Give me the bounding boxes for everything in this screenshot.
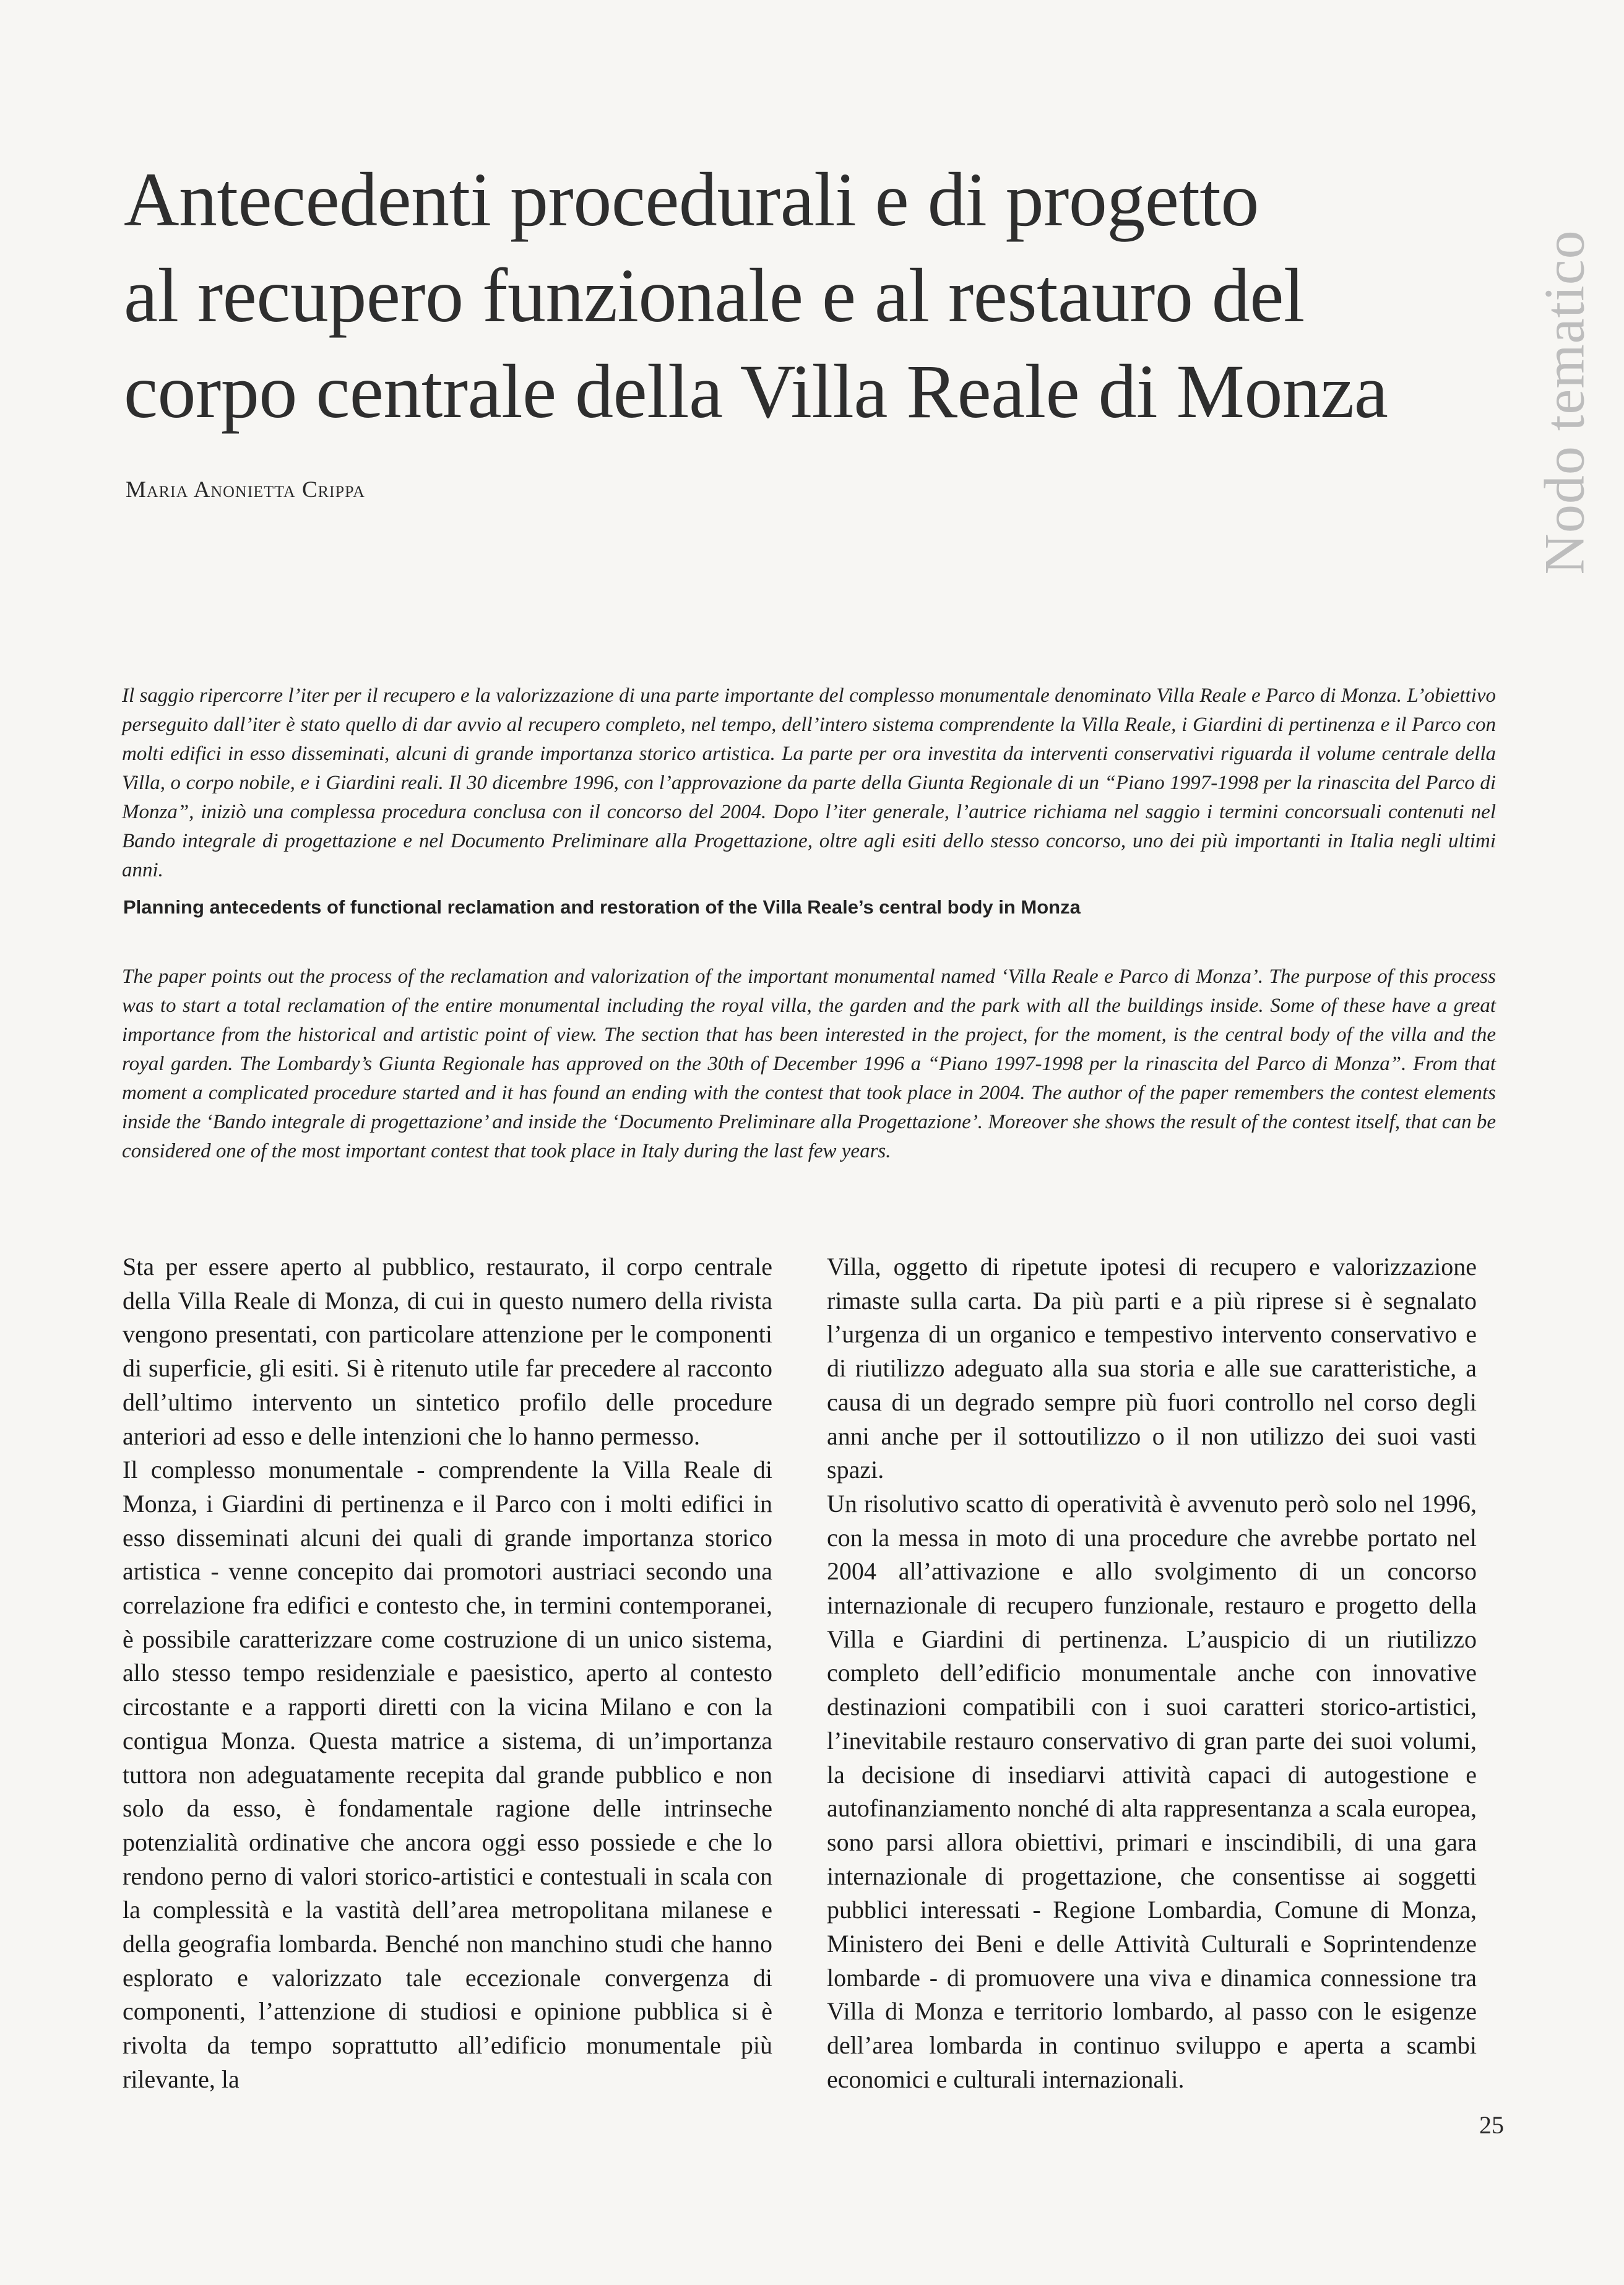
section-tag [1534, 210, 1596, 594]
abstract-italian: Il saggio ripercorre l’iter per il recupero e la valorizzazione di una parte importante del complesso monumentale denominato Villa Reale e Parco di Monza. L’obiettivo perseguito dall’iter è stato quello di dar avvio al recupero completo, nel tempo, dell’intero sistema comprendente la Villa Reale, i Giardini di pertinenza e il Parco con molti edifici in esso disseminati, alcuni di grande importanza storico artistica. La parte per ora investita da interventi conservativi riguarda il volume centrale della Villa, o corpo nobile, e i Giardini reali. Il 30 dicembre 1996, con l’approvazione da parte della Giunta Regionale di un “Piano 1997-1998 per la rinascita del Parco di Monza”, iniziò una complessa procedura conclusa con il concorso del 2004. Dopo l’iter generale, l’autrice richiama nel saggio i termini concorsuali contenuti nel Bando integrale di progettazione e nel Documento Preliminare alla Progettazione, oltre agli esiti dello stesso concorso, uno dei più importanti in Italia negli ultimi anni. [122, 685, 1496, 881]
body-paragraph: Villa, oggetto di ripetute ipotesi di recupero e valorizzazione rimaste sulla carta. Da più parti e a più riprese si è segnalato l’urgenza di un organico e tempestivo intervento conservativo e di riutilizzo adeguato alla sua storia e alle sue caratteristiche, a causa di un degrado sempre più fuori controllo nel corso degli anni anche per il sottoutilizzo o il non utilizzo dei suoi vasti spazi. [827, 1253, 1477, 1484]
english-abstract-heading: Planning antecedents of functional reclamation and restoration of the Villa Reale’s central body in Monza [123, 896, 1081, 918]
article-title [124, 152, 1516, 439]
body-paragraph: Il complesso monumentale - comprendente la Villa Reale di Monza, i Giardini di pertinenza e il Parco con i molti edifici in esso disseminati alcuni dei quali di grande importanza storico artistica - venne concepito dai promotori austriaci secondo una correlazione fra edifici e contesto che, in termini contemporanei, è possibile caratterizzare come costruzione di un unico sistema, allo stesso tempo residenziale e paesistico, aperto al contesto circostante e a rapporti diretti con la vicina Milano e con la contigua Monza. Questa matrice a sistema, di un’importanza tuttora non adeguatamente recepita dal grande pubblico e non solo da esso, è fondamentale ragione delle intrinseche potenzialità ordinative che ancora oggi esso possiede e che lo rendono perno di valori storico-artistici e contestuali in scala con la complessità e la vastità dell’area metropolitana milanese e della geografia lombarda. Benché non manchino studi che hanno esplorato e valorizzato tale eccezionale convergenza di componenti, l’attenzione di studiosi e opinione pubblica si è rivolta da tempo soprattutto all’edificio monumentale più rilevante, la [123, 1456, 772, 2093]
body-column-right [827, 1250, 1477, 2097]
title-line: corpo centrale della Villa Reale di Monza [124, 349, 1388, 434]
author-name: Maria Anonietta Crippa [126, 477, 365, 503]
body-paragraph: Un risolutivo scatto di operatività è avvenuto però solo nel 1996, con la messa in moto di una procedure che avrebbe portato nel 2004 all’attivazione e allo svolgimento di un concorso internazionale di recupero funzionale, restauro e progetto della Villa e Giardini di pertinenza. L’auspicio di un riutilizzo completo dell’edificio monumentale anche con innovative destinazioni compatibili con i suoi caratteri storico-artistici, l’inevitabile restauro conservativo di gran parte dei suoi volumi, la decisione di insediarvi attività capaci di autogestione e autofinanziamento nonché di alta rappresentanza a scala europea, sono parsi allora obiettivi, primari e inscindibili, di una gara internazionale di progettazione, che consentisse ai soggetti pubblici interessati - Regione Lombardia, Comune di Monza, Ministero dei Beni e delle Attività Culturali e Soprintendenze lombarde - di promuovere una viva e dinamica connessione tra Villa di Monza e territorio lombardo, al passo con le esigenze dell’area lombarda in continuo sviluppo e aperta a scambi economici e culturali internazionali. [827, 1489, 1477, 2093]
section-tag-label: Nodo tematico [1533, 230, 1596, 575]
title-line: al recupero funzionale e al restauro del [124, 253, 1305, 338]
page-number: 25 [1479, 2111, 1504, 2139]
body-column-left [123, 1250, 772, 2097]
title-line: Antecedenti procedurali e di progetto [124, 157, 1259, 242]
body-paragraph: Sta per essere aperto al pubblico, restaurato, il corpo centrale della Villa Reale di Monza, di cui in questo numero della rivista vengono presentati, con particolare attenzione per le componenti di superficie, gli esiti. Si è ritenuto utile far precedere al racconto dell’ultimo intervento un sintetico profilo delle procedure anteriori ad esso e delle intenzioni che lo hanno permesso. [123, 1253, 772, 1450]
abstract-english: The paper points out the process of the reclamation and valorization of the important monumental named ‘Villa Reale e Parco di Monza’. The purpose of this process was to start a total reclamation of the entire monumental including the royal villa, the garden and the park with all the buildings inside. Some of these have a great importance from the historical and artistic point of view. The section that has been interested in the project, for the moment, is the central body of the villa and the royal garden. The Lombardy’s Giunta Regionale has approved on the 30th of December 1996 a “Piano 1997-1998 per la rinascita del Parco di Monza”. From that moment a complicated procedure started and it has found an ending with the contest that took place in 2004. The author of the paper remembers the contest elements inside the ‘Bando integrale di progettazione’ and inside the ‘Documento Preliminare alla Progettazione’. Moreover she shows the result of the contest itself, that can be considered one of the most important contest that took place in Italy during the last few years. [122, 965, 1496, 1162]
